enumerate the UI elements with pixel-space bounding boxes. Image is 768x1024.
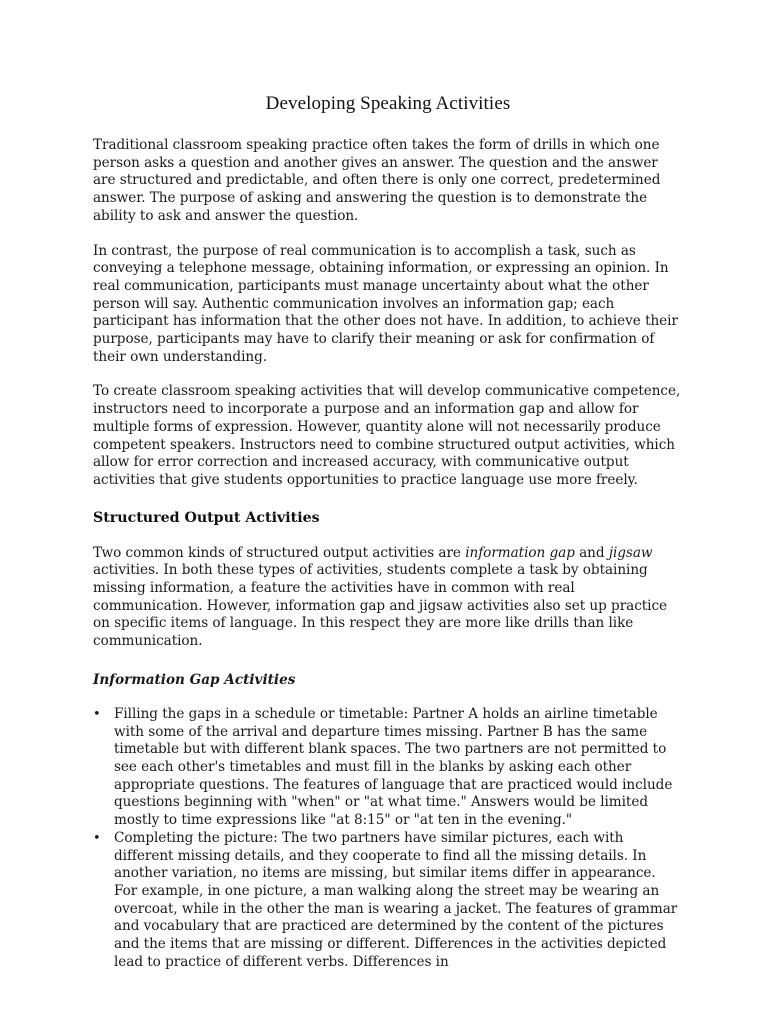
bullet-icon: • [93, 830, 101, 846]
intro-paragraph: Traditional classroom speaking practice often takes the form of drills in which one person asks a question and another gives an answer. The question and the answer are structured and predictable, and often there is only one correct, predetermined answer. The purpose of asking and answering the question is to demonstrate the ability to ask and answer the question. [93, 137, 661, 224]
document-content [93, 92, 683, 971]
list-item [93, 830, 683, 972]
structured-output-text-1: Two common kinds of structured output activities are [93, 544, 466, 561]
list-item-text: Filling the gaps in a schedule or timetable: Partner A holds an airline timetable with some of the arrival and departure times missing. Partner B has the same timetable but with different blank spaces. The two partners are not permitted to see each other's timetables and must fill in the blanks by asking each other appropriate questions. The features of language that are practiced would include questions beginning with "when" or "at what time." Answers would be limited mostly to time expressions like "at 8:15" or "at ten in the evening." [114, 705, 673, 829]
list-item-text: Completing the picture: The two partners have similar pictures, each with different missing details, and they cooperate to find all the missing details. In another variation, no items are missing, but similar items differ in appearance. For example, in one picture, a man walking along the street may be wearing an overcoat, while in the other the man is wearing a jacket. The features of grammar and vocabulary that are practiced are determined by the content of the pictures and the items that are missing or different. Differences in the activities depicted lead to practice of different verbs. Differences in [114, 829, 678, 970]
structured-output-text-2: and [574, 544, 609, 561]
structured-output-text-3: activities. In both these types of activities, students complete a task by obtaining missing information, a feature the activities have in common with real communication. However, information gap and jigsaw activities also set up practice on specific items of language. In this respect they are more like drills than like communication. [93, 562, 668, 650]
section-heading: Structured Output Activities [93, 509, 320, 526]
activity-list [93, 706, 683, 972]
bullet-icon: • [93, 706, 101, 722]
information-gap-term: information gap [465, 544, 575, 561]
structured-output-paragraph [93, 545, 683, 651]
list-item [93, 706, 683, 830]
document-title: Developing Speaking Activities [265, 93, 511, 114]
classroom-activities-paragraph: To create classroom speaking activities that will develop communicative competence, instructors need to incorporate a purpose and an information gap and allow for multiple forms of expression. However, quantity alone will not necessarily produce competent speakers. Instructors need to combine structured output activities, which allow for error correction and increased accuracy, with communicative output activities that give students opportunities to practice language use more freely. [93, 383, 681, 488]
real-communication-paragraph: In contrast, the purpose of real communication is to accomplish a task, such as conveying a telephone message, obtaining information, or expressing an opinion. In real communication, participants must manage uncertainty about what the other person will say. Authentic communication involves an information gap; each participant has information that the other does not have. In addition, to achieve their purpose, participants may have to clarify their meaning or ask for confirmation of their own understanding. [93, 242, 678, 365]
subsection-heading: Information Gap Activities [93, 671, 296, 688]
jigsaw-term: jigsaw [608, 544, 653, 561]
